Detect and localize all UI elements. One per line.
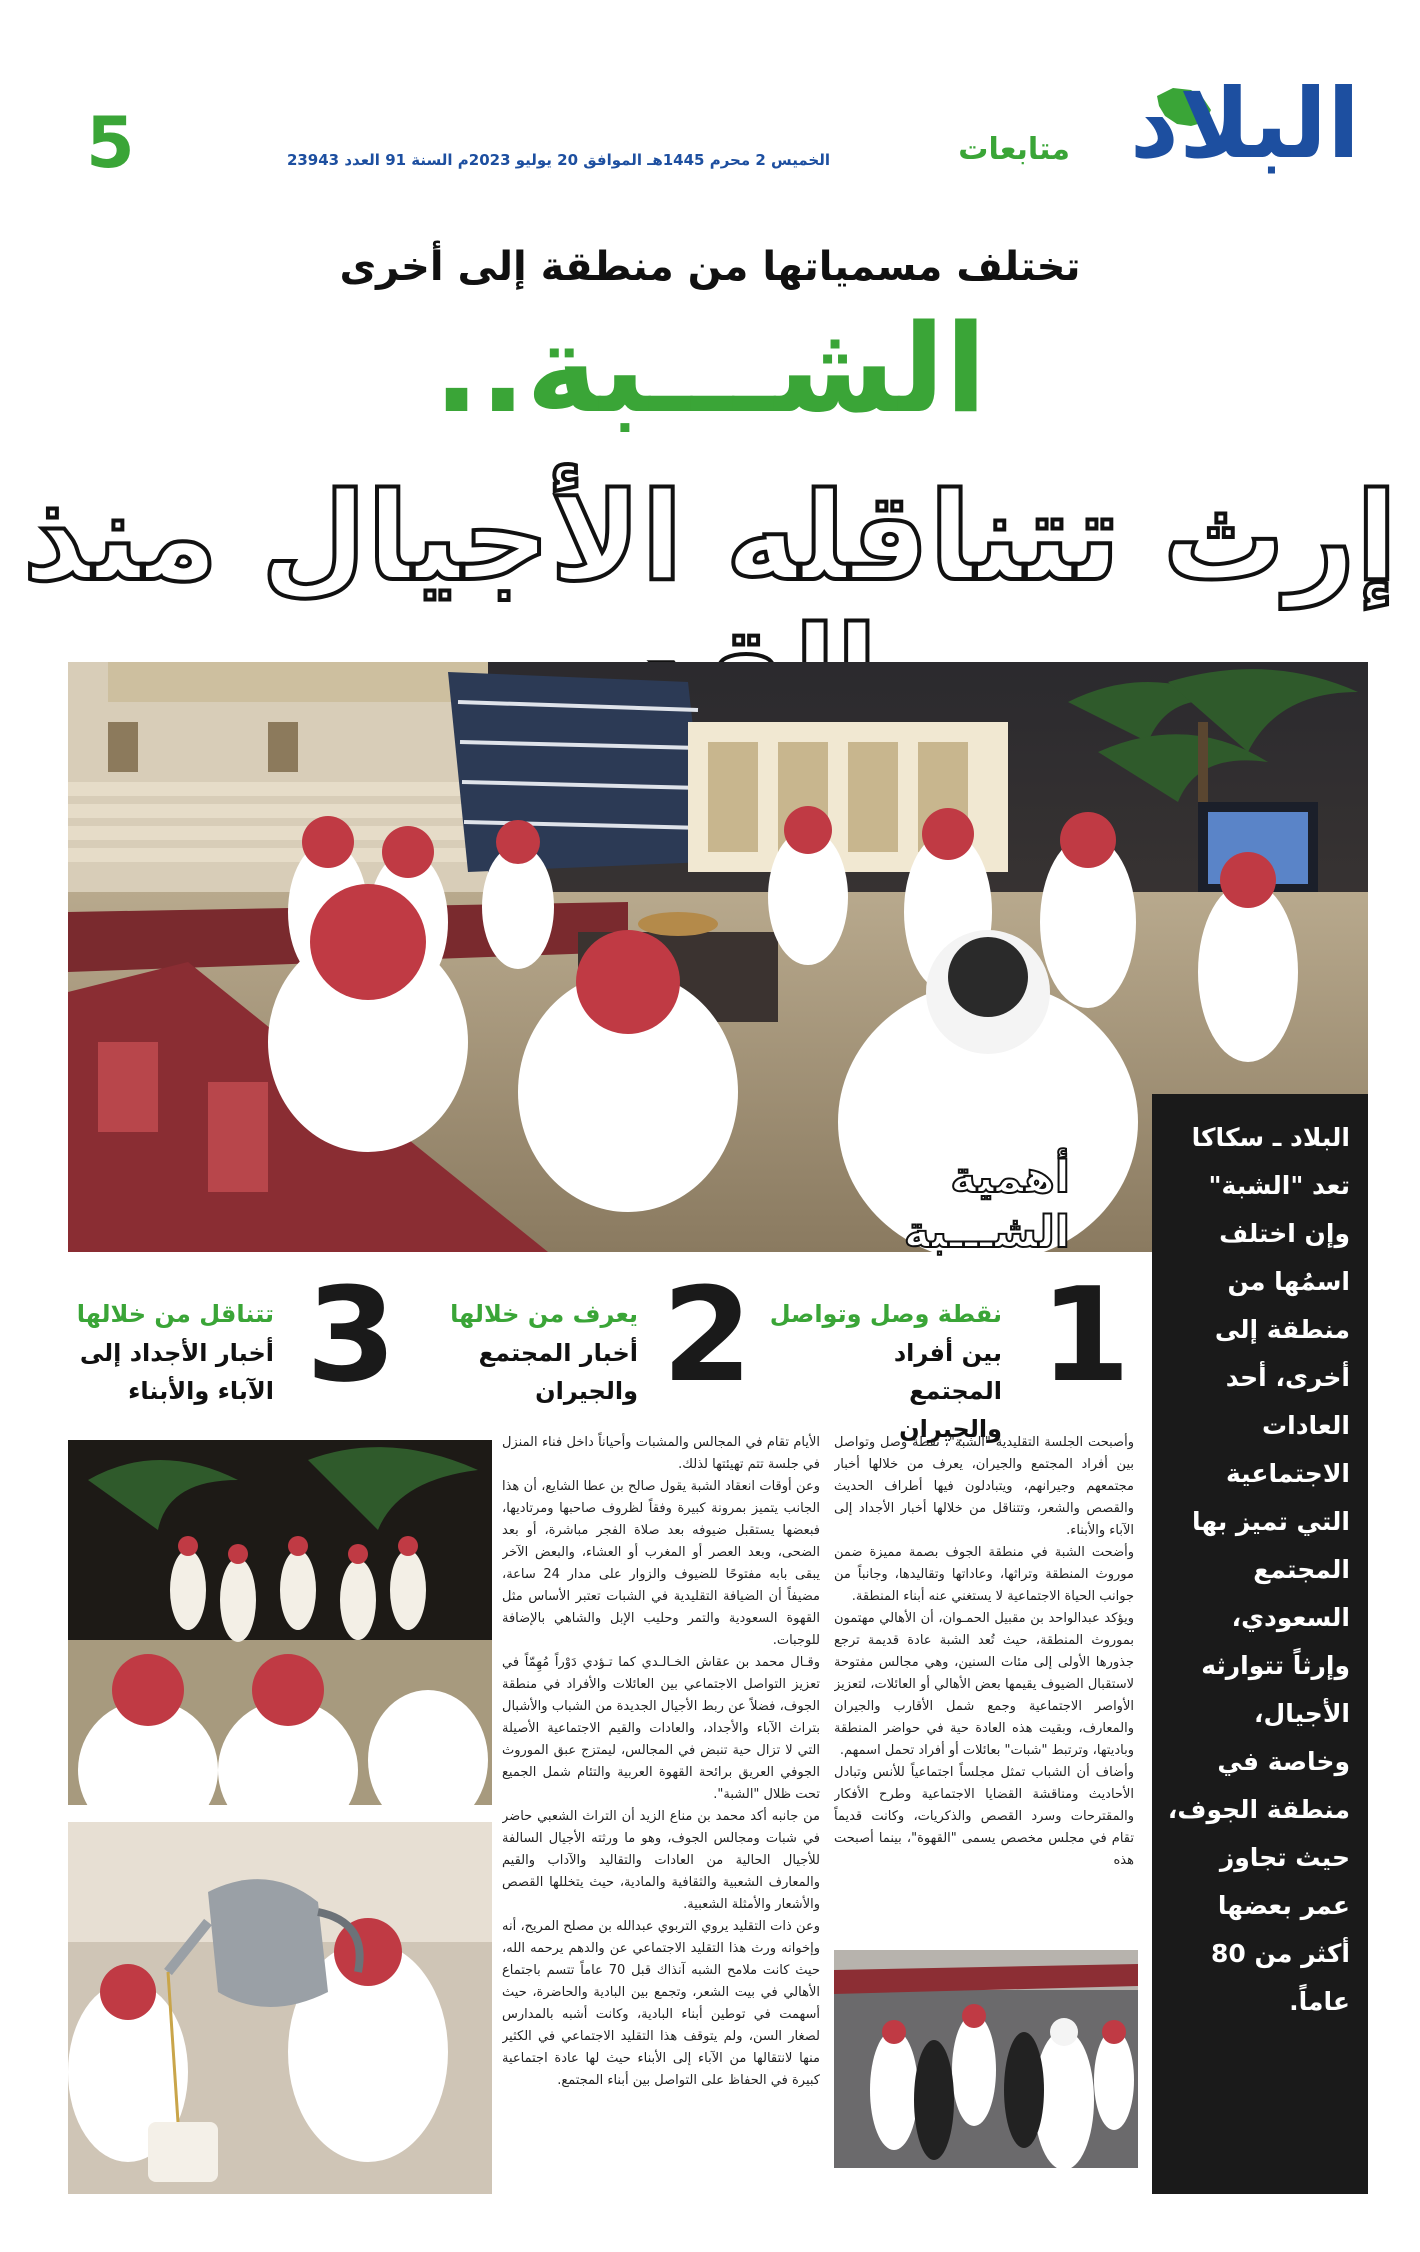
point-1-heading: نقطة وصل وتواصل (769, 1300, 1002, 1328)
section-title: متابعات (958, 132, 1070, 167)
article-paragraph: وعن ذات التقليد يروي التربوي عبدالله بن مصلح المريح، أنه وإخوانه ورث هذا التقليد الاجتماعي عن والدهم يرحمه الله، حيث كانت ملامح الشبه آنذاك قبل 70 عاماً تتسم باجتماع الأهالي في بيت الشعر، وتجمع بين البادية والحاضرة، حيث أسهمت في توطين أبناء البادية، وكانت أشبه بالمدارس لصغار السن، ولم يتوقف هذا التقليد الاجتماعي في الكثير منها لانتقالها من الآباء إلى الأبناء حيث لها عادة اجتماعية كبيرة في الحفاظ على التواصل بين أبناء المجتمع. (502, 1919, 820, 2088)
article-paragraph: وأضاف أن الشباب تمثل مجلساً اجتماعياً للأنس وتبادل الأحاديث ومناقشة القضايا الاجتماعية وطرح الأفكار والمقترحات وسرد القصص والذكريات، وكانت قديماً تقام في مجلس مخصص يسمى "القهوة"، بينما أصبحت هذه (834, 1765, 1134, 1868)
intro-text: البلاد ـ سكاكا تعد "الشبة" وإن اختلف اسمُها من منطقة إلى أخرى، أحد العادات الاجتماعية التي تميز بها المجتمع السعودي، وإرثاً تتوارثه الأجيال، وخاصة في منطقة الجوف، حيث تجاوز عمر بعضها أكثر من 80 عاماً. (1167, 1123, 1350, 2016)
hero-label-line2: الشـــبة (903, 1207, 1070, 1258)
article-paragraph: وأصبحت الجلسة التقليدية "الشبة"، نقطة وصل وتواصل بين أفراد المجتمع والجيران، يعرف من خلالها أخبار مجتمعهم وجيرانهم، ويتبادلون فيها أطراف الحديث والقصص والشعر، وتتناقل من خلالها أخبار الأجداد إلى الآباء والأبناء. (834, 1435, 1134, 1538)
coffee-pouring-photo (68, 1822, 492, 2194)
newspaper-logo (1105, 68, 1360, 203)
point-2-body: أخبار المجتمع والجيران (478, 1339, 638, 1405)
article-paragraph: ويؤكد عبدالواحد بن مقبيل الحمـوان، أن الأهالي مهتمون بموروث المنطقة، حيث تُعد الشبة عادة قديمة ترجع جذورها الأولى إلى مئات السنين، وهي مجالس مفتوحة لاستقبال الضيوف يقيمها بعض الأهالي أو العائلات، لتعزيز الأواصر الاجتماعية وجمع شمل الأقارب والجيران والمعارف، وبقيت هذه العادة حية في حواضر المنطقة وباديتها، وترتبط "شبات" بعائلات أو أفراد تحمل اسمهم. (834, 1611, 1134, 1758)
logo-text: البلاد (1129, 68, 1360, 180)
point-3-number: 3 (306, 1259, 397, 1411)
point-1-number: 1 (1040, 1259, 1131, 1411)
article-paragraph: وأضحت الشبة في منطقة الجوف بصمة مميزة ضمن موروث المنطقة وتراثها، وعاداتها وتقاليدها، وجانباً من جوانب الحياة الاجتماعية لا يستغني عنه أبناء المنطقة. (834, 1545, 1134, 1604)
headline-main-outline: إرث تتناقله الأجيال منذ (22, 466, 1398, 608)
article-paragraph: الأيام تقام في المجالس والمشبات وأحياناً داخل فناء المنزل في جلسة تتم تهيئتها لذلك. (502, 1435, 820, 1472)
point-1-body: بين أفراد المجتمع والجيران (893, 1339, 1002, 1443)
article-paragraph: من جانبه أكد محمد بن مناع الزيد أن التراث الشعبي حاضر في شبات ومجالس الجوف، وهو ما ورثته الأجيال السالفة للأجيال الحالية من العادات والتقاليد والآداب والقيم والمعارف الشعبية والثقافية والمادية، حيث يتخللها القصص والأشعار والأمثلة الشعبية. (502, 1809, 820, 1912)
point-2-heading: يعرف من خلالها (450, 1300, 638, 1328)
night-gathering-photo (68, 1440, 492, 1805)
dateline: الخميس 2 محرم 1445هـ الموافق 20 يوليو 2023م السنة 91 العدد 23943 (286, 151, 830, 169)
point-3-body: أخبار الأجداد إلى الآباء والأبناء (79, 1339, 274, 1405)
headline-kicker: تختلف مسمياتها من منطقة إلى أخرى (339, 244, 1081, 290)
article-paragraph: وقـال محمد بن عقاش الخـالـدي كما تـؤدي دَوْراً مُهِمّاً في تعزيز التواصل الاجتماعي بين العائلات والأفراد في منطقة الجوف، فضلاً عن ربط الأجيال الجديدة من الشباب والأشبال بتراث الآباء والأجداد، والعادات والقيم الاجتماعية الأصيلة التي لا تزال حية تنبض في المجالس، ليمتزج عبق الموروث الجوفي العريق برائحة القهوة العربية والتئام شمل الجميع تحت ظلال "الشبة". (502, 1655, 820, 1802)
hero-label-line1: أهمية (950, 1152, 1070, 1203)
headline-main-green: الشـــبة.. (433, 298, 987, 440)
intro-box (1152, 1094, 1368, 2194)
page-number: 5 (86, 102, 135, 184)
article-column-left (502, 1432, 820, 2194)
point-2-number: 2 (662, 1259, 753, 1411)
article-paragraph: وعن أوقات انعقاد الشبة يقول صالح بن عطا الشايع، أن هذا الجانب يتميز بمرونة كبيرة وفقاً لظروف صاحبها ومرتاديها، فبعضها يستقبل ضيوفه بعد صلاة الفجر مباشرة، أو بعد الضحى، وبعد العصر أو المغرب أو العشاء، والبعض الآخر يبقى بابه مفتوحًا للضيوف والزوار على مدار 24 ساعة، مضيفاً أن الضيافة التقليدية في الشبات تعتبر الأساس مثل القهوة السعودية والتمر وحليب الإبل والشاهي بالإضافة للوجبات. (502, 1479, 820, 1648)
article-column-right (834, 1432, 1134, 1937)
market-crowd-photo (834, 1950, 1138, 2168)
point-3-heading: تتناقل من خلالها (76, 1300, 274, 1328)
hero-photo-label (830, 1150, 1070, 1260)
